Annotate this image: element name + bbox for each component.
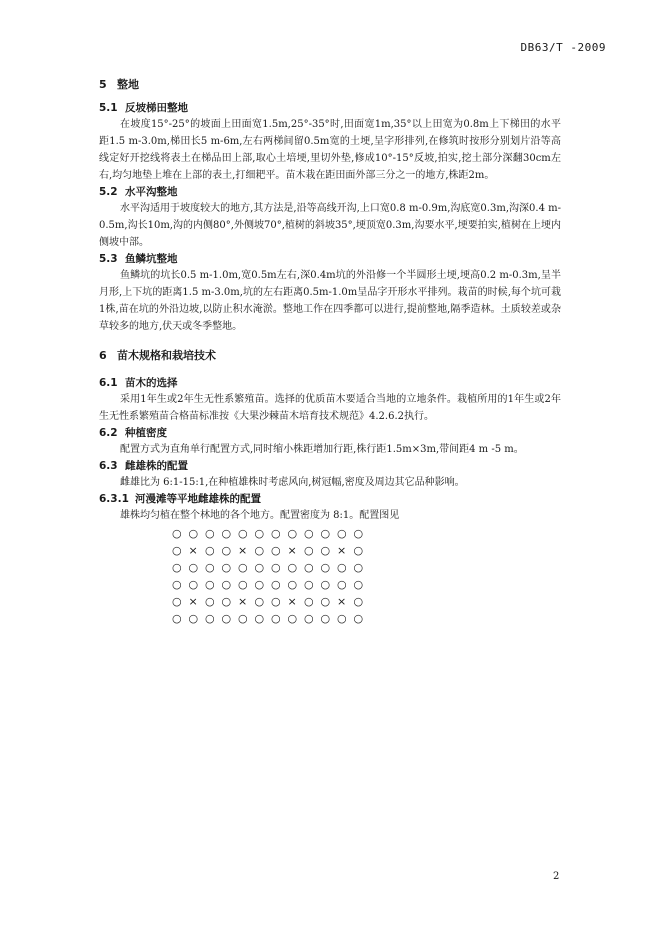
- female-plant-marker: ○: [271, 595, 281, 608]
- female-plant-marker: ○: [337, 527, 347, 540]
- section-6-3-text: 雌雄比为 6:1-15:1,在种植雄株时考虑风向,树冠幅,密度及周边其它品种影响。: [120, 477, 465, 488]
- female-plant-marker: ○: [205, 595, 215, 608]
- section-6-3-heading: [99, 458, 561, 474]
- grid-row: [172, 559, 561, 576]
- section-title: 雌雄株的配置: [125, 460, 188, 472]
- female-plant-marker: ○: [353, 595, 364, 608]
- female-plant-marker: ○: [304, 561, 314, 574]
- female-plant-marker: ○: [254, 544, 265, 557]
- female-plant-marker: ○: [304, 612, 314, 625]
- section-5-3-text: 鱼鳞坑的坑长0.5 m-1.0m,宽0.5m左右,深0.4m坑的外沿修一个半圆形土埂,埂高0.2 m-0.3m,呈半月形,上下坑的距离1.5 m-3.0m,坑的左右距离0.5m-1.0m呈品字开形水平排列。栽苗的时候,每个坑可栽1株,苗在坑的外沿边坡,以防止积水淹淤。整地工作在四季都可以进行,提前整地,隔季造林。土质较差或杂草较多的地方,伏天或冬季整地。: [99, 270, 561, 332]
- section-5-1-text: 在坡度15°-25°的坡面上田面宽1.5m,25°-35°时,田面宽1m,35°以上田宽为0.8m上下梯田的水平距1.5 m-3.0m,梯田长5 m-6m,左右两梯间留0.5m宽的土埂,呈字形排列,在修筑时按形分别划片沿等高线定好开挖线将表土在梯品田上部,取心土培埂,里切外垫,修成10°-15°反坡,拍实,挖土部分深翻30cm左右,均匀地垫上堆在上部的表土,打细耙平。苗木栽在距田面外部三分之一的地方,株距2m。: [99, 119, 561, 181]
- male-plant-marker: ×: [287, 544, 297, 557]
- male-plant-marker: ×: [287, 595, 297, 608]
- female-plant-marker: ○: [254, 595, 265, 608]
- female-plant-marker: ○: [188, 612, 199, 625]
- section-5-1-heading: [99, 100, 561, 116]
- female-plant-marker: ○: [254, 561, 265, 574]
- section-6-2-text: 配置方式为直角单行配置方式,同时缩小株距增加行距,株行距1.5m×3m,带间距4 m -5 m。: [120, 444, 524, 455]
- section-6-1-heading: [99, 375, 561, 391]
- document-body: [99, 76, 561, 627]
- section-title: 鱼鳞坑整地: [125, 253, 178, 265]
- female-plant-marker: ○: [353, 578, 364, 591]
- female-plant-marker: ○: [188, 578, 199, 591]
- grid-row: [172, 610, 561, 627]
- grid-row: [172, 576, 561, 593]
- female-plant-marker: ○: [205, 544, 215, 557]
- female-plant-marker: ○: [205, 578, 215, 591]
- female-plant-marker: ○: [304, 578, 314, 591]
- female-plant-marker: ○: [221, 527, 232, 540]
- female-plant-marker: ○: [221, 612, 232, 625]
- section-number: 6.2: [99, 427, 118, 439]
- female-plant-marker: ○: [353, 612, 364, 625]
- section-5-3-heading: [99, 251, 561, 267]
- female-plant-marker: ○: [337, 561, 347, 574]
- female-plant-marker: ○: [271, 544, 281, 557]
- section-title: 反坡梯田整地: [125, 102, 188, 114]
- female-plant-marker: ○: [271, 527, 281, 540]
- section-6-3-1-text: 雄株均匀植在整个林地的各个地方。配置密度为 8:1。配置图见: [120, 510, 400, 521]
- female-plant-marker: ○: [221, 595, 232, 608]
- male-plant-marker: ×: [188, 544, 198, 557]
- section-number: 6.3.1: [99, 493, 129, 505]
- female-plant-marker: ○: [205, 561, 215, 574]
- female-plant-marker: ○: [353, 561, 364, 574]
- female-plant-marker: ○: [304, 595, 314, 608]
- female-plant-marker: ○: [320, 578, 331, 591]
- section-number: 5: [99, 78, 107, 91]
- section-6-heading: [99, 347, 561, 365]
- section-number: 5.2: [99, 186, 118, 198]
- section-number: 6.1: [99, 377, 118, 389]
- planting-layout-grid: [172, 525, 561, 627]
- section-title: 种植密度: [125, 427, 167, 439]
- female-plant-marker: ○: [254, 578, 265, 591]
- section-6-1-text: 采用1年生或2年生无性系繁殖苗。选择的优质苗木要适合当地的立地条件。栽植所用的1年生或2年生无性系繁殖苗合格苗标准按《大果沙棘苗木培育技术规范》4.2.6.2执行。: [99, 394, 561, 422]
- male-plant-marker: ×: [238, 595, 248, 608]
- female-plant-marker: ○: [271, 578, 281, 591]
- female-plant-marker: ○: [287, 578, 298, 591]
- female-plant-marker: ○: [271, 561, 281, 574]
- section-title: 苗木规格和栽培技术: [117, 349, 216, 362]
- female-plant-marker: ○: [320, 527, 331, 540]
- female-plant-marker: ○: [320, 544, 331, 557]
- female-plant-marker: ○: [287, 527, 298, 540]
- female-plant-marker: ○: [353, 527, 364, 540]
- section-6-3-1-heading: [99, 491, 561, 507]
- grid-row: [172, 593, 561, 610]
- female-plant-marker: ○: [188, 527, 199, 540]
- section-5-2-heading: [99, 184, 561, 200]
- female-plant-marker: ○: [320, 595, 331, 608]
- female-plant-marker: ○: [205, 527, 215, 540]
- female-plant-marker: ○: [238, 578, 248, 591]
- grid-row: [172, 525, 561, 542]
- grid-row: [172, 542, 561, 559]
- male-plant-marker: ×: [188, 595, 198, 608]
- female-plant-marker: ○: [353, 544, 364, 557]
- female-plant-marker: ○: [172, 544, 182, 557]
- male-plant-marker: ×: [337, 544, 347, 557]
- section-number: 6.3: [99, 460, 118, 472]
- section-5-heading: [99, 76, 561, 94]
- section-title: 苗木的选择: [125, 377, 178, 389]
- female-plant-marker: ○: [320, 561, 331, 574]
- female-plant-marker: ○: [238, 527, 248, 540]
- female-plant-marker: ○: [254, 527, 265, 540]
- page-number: 2: [553, 871, 560, 882]
- female-plant-marker: ○: [337, 612, 347, 625]
- female-plant-marker: ○: [238, 561, 248, 574]
- male-plant-marker: ×: [238, 544, 248, 557]
- female-plant-marker: ○: [320, 612, 331, 625]
- female-plant-marker: ○: [287, 561, 298, 574]
- female-plant-marker: ○: [221, 561, 232, 574]
- female-plant-marker: ○: [238, 612, 248, 625]
- section-number: 5.3: [99, 253, 118, 265]
- female-plant-marker: ○: [287, 612, 298, 625]
- female-plant-marker: ○: [221, 544, 232, 557]
- female-plant-marker: ○: [254, 612, 265, 625]
- female-plant-marker: ○: [337, 578, 347, 591]
- section-number: 5.1: [99, 102, 118, 114]
- female-plant-marker: ○: [271, 612, 281, 625]
- female-plant-marker: ○: [172, 527, 182, 540]
- female-plant-marker: ○: [304, 544, 314, 557]
- section-5-2-text: 水平沟适用于坡度较大的地方,其方法是,沿等高线开沟,上口宽0.8 m-0.9m,沟底宽0.3m,沟深0.4 m-0.5m,沟长10m,沟的内侧80°,外侧坡70°,植树的斜坡35°,埂顶宽0.3m,沟要水平,埂要拍实,植树在上埂内侧坡中部。: [99, 203, 561, 248]
- female-plant-marker: ○: [172, 578, 182, 591]
- female-plant-marker: ○: [304, 527, 314, 540]
- female-plant-marker: ○: [188, 561, 199, 574]
- section-6-2-heading: [99, 425, 561, 441]
- male-plant-marker: ×: [337, 595, 347, 608]
- section-title: 河漫滩等平地雌雄株的配置: [135, 493, 261, 505]
- female-plant-marker: ○: [172, 561, 182, 574]
- document-code: DB63/T -2009: [520, 41, 606, 54]
- female-plant-marker: ○: [172, 595, 182, 608]
- section-title: 整地: [117, 78, 139, 91]
- section-number: 6: [99, 349, 107, 362]
- section-title: 水平沟整地: [125, 186, 178, 198]
- female-plant-marker: ○: [205, 612, 215, 625]
- female-plant-marker: ○: [172, 612, 182, 625]
- female-plant-marker: ○: [221, 578, 232, 591]
